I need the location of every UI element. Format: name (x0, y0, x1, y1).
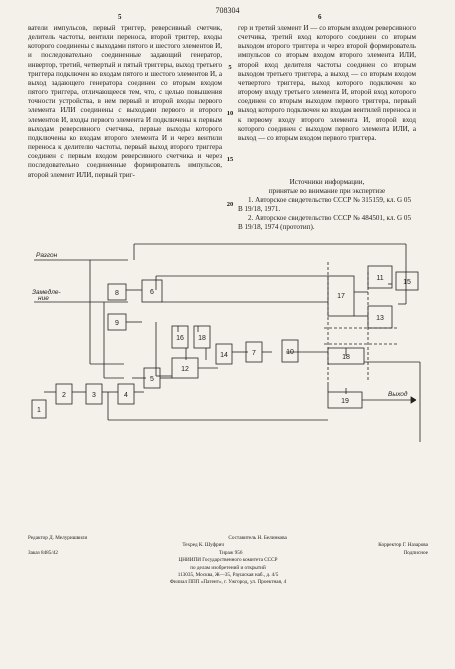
footer-address: 113035, Москва, Ж—35, Раушская наб., д. 4/5 (177, 572, 279, 579)
references-block (238, 178, 416, 232)
block-number: 10 (286, 349, 294, 356)
line-number: 15 (226, 156, 234, 163)
reference-item: 1. Авторское свидетельство СССР № 315159, кл. G 05 B 19/18, 1971. (238, 196, 412, 213)
block-number: 13 (376, 315, 384, 322)
block-number: 6 (150, 289, 154, 296)
footer-compiler: Составитель Н. Белинкова (228, 535, 287, 541)
column-number-left: 5 (118, 13, 122, 21)
line-number: 5 (228, 64, 232, 71)
footer-tech: Техред К. Шуфрич (182, 542, 224, 549)
label-razgon: Разгон (36, 252, 58, 259)
line-number: 20 (226, 201, 234, 208)
footer-row (28, 542, 428, 549)
footer-org: по делам изобретений и открытий (190, 564, 266, 571)
column-number-right: 6 (318, 13, 322, 21)
right-column-text: гер и третий элемент И — со вторым входом реверсивного счетчика, третий вход которого соединен со вторым выходом второго триггера и через второй формирователь импульсов со вторым входом второго элемента ИЛИ, второй вход делителя частоты соединен со вторым выходом третьего триггера, а выход — со вторым входом четвертого триггера, выход которого подключен ко второму входу третьего элемента И, второй вход которого соединен со вторым выходом первого триггера, первый выход которого подключен ко входам вентилей переноса и к первому входу второго элемента И, второй вход которого соединен с выходом первого элемента ИЛИ, а выход — со вторым входом первого триггера. (238, 24, 416, 142)
block-number: 1 (37, 407, 41, 414)
diagram-wiring (34, 244, 420, 442)
right-text-column (238, 24, 416, 143)
footer-branch: Филиал ППП «Патент», г. Ужгород, ул. Проектная, 4 (169, 579, 287, 586)
block-number: 14 (220, 352, 228, 359)
block-number: 7 (252, 350, 256, 357)
footer-corrector: Корректор Г. Назарова (378, 542, 428, 549)
footer-row (28, 535, 428, 542)
footer-row (28, 550, 428, 557)
footer-podpisnoe: Подписное (403, 549, 428, 556)
block-number: 19 (341, 398, 349, 405)
label-zamedlenie: Замедле- (32, 289, 61, 296)
footer-tirazh: Тираж 956 (219, 549, 243, 556)
block-number: 15 (403, 279, 411, 286)
block-number: 18 (198, 335, 206, 342)
footer-editor: Редактор Д. Мелуришвили (28, 535, 88, 541)
patent-number: 708304 (215, 6, 240, 15)
block-number: 5 (150, 376, 154, 383)
footer-order: Заказ 8485/42 (28, 549, 58, 556)
block-number: 11 (376, 275, 384, 282)
block-number: 4 (124, 392, 128, 399)
block-numbers (37, 275, 411, 414)
block-number: 8 (115, 290, 119, 297)
reference-item: 2. Авторское свидетельство СССР № 484501, кл. G 05 B 19/18, 1974 (прототип). (238, 214, 412, 231)
label-vyhod: Выход (388, 391, 408, 398)
footer-org: ЦНИИПИ Государственного комитета СССР (178, 557, 278, 564)
references-subheading: принятые во внимание при экспертизе (268, 187, 386, 195)
block-number: 18 (342, 354, 350, 361)
references-heading: Источники информации, (289, 178, 365, 186)
line-number: 10 (226, 110, 234, 117)
imprint-footer (28, 535, 428, 587)
diagram-io-labels (32, 252, 408, 398)
label-zamedlenie-cont: ние (38, 295, 49, 302)
block-number: 3 (92, 392, 96, 399)
left-text-column (28, 24, 222, 180)
block-diagram (28, 232, 436, 442)
block-number: 12 (181, 366, 189, 373)
block-number: 17 (337, 293, 345, 300)
block-number: 16 (176, 335, 184, 342)
left-column-text: ватели импульсов, первый триггер, реверсивный счетчик, делитель частоты, вентили переноса, второй триггер, входы которого соединены с выходами пятого и шестого элементов И, и последовательно соединенные задающий генератор, инвертор, третий, четвертый и пятый триггеры, выход третьего триггера подключен ко входам пятого и шестого элементов И, а выход задающего генератора соединен со вторым входом пятого триггера, отличающееся тем, что, с целью повышения точности устройства, в нем первый и второй входы первого элемента ИЛИ соединены с выходами первого и второго элементов И, входы первого элемента И подключены к первым выходам реверсивного счетчика, первые выходы которого подключены ко входам второго элемента И и через вентили переноса к делителю частоты, первый выход второго триггера соединен с первым входом реверсивного счетчика и через последовательно соединенные формирователь импульсов, второй элемент ИЛИ, первый триг- (28, 24, 222, 179)
block-number: 9 (115, 320, 119, 327)
block-number: 2 (62, 392, 66, 399)
